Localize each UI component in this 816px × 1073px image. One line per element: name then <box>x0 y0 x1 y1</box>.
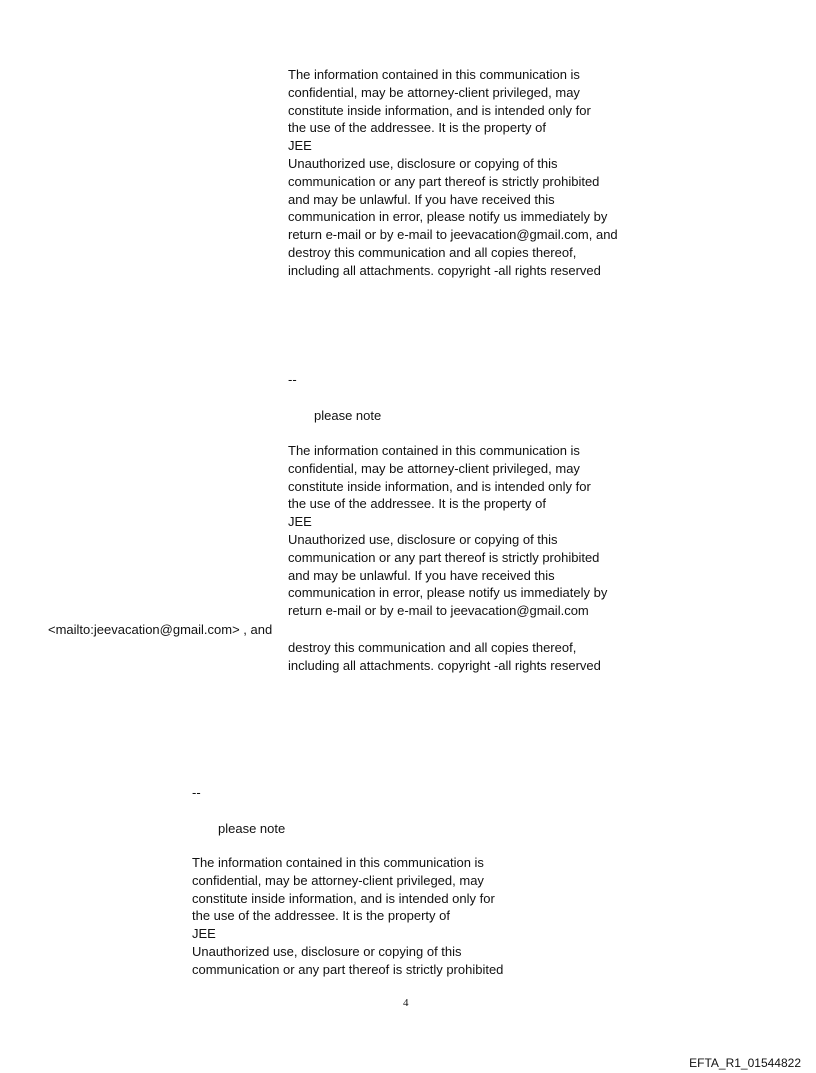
document-id: EFTA_R1_01544822 <box>689 1056 801 1070</box>
disclaimer-paragraph-1: The information contained in this communication is confidential, may be attorney-client privileged, may constitute inside information, and is intended only for the use of the addressee. It is the property of JEE Unauthorized use, disclosure or copying of this communication or any part thereof is strictly prohibited and may be unlawful. If you have received this communication in error, please notify us immediately by return e-mail or by e-mail to jeevacation@gmail.com, and destroy this communication and all copies thereof, including all attachments. copyright -all rights reserved <box>288 67 618 278</box>
please-note-2: please note <box>218 821 286 836</box>
separator-2: -- <box>192 785 201 800</box>
mailto-line: <mailto:jeevacation@gmail.com> , and <box>48 622 273 637</box>
disclaimer-paragraph-2-closing: destroy this communication and all copies thereof, including all attachments. copyright -all rights reserved <box>288 640 601 673</box>
separator-1: -- <box>288 372 297 387</box>
disclaimer-paragraph-2: The information contained in this communication is confidential, may be attorney-client privileged, may constitute inside information, and is intended only for the use of the addressee. It is the property of JEE Unauthorized use, disclosure or copying of this communication or any part thereof is strictly prohibited and may be unlawful. If you have received this communication in error, please notify us immediately by return e-mail or by e-mail to jeevacation@gmail.com <box>288 443 608 619</box>
page-number: 4 <box>403 997 409 1009</box>
disclaimer-paragraph-3: The information contained in this communication is confidential, may be attorney-client privileged, may constitute inside information, and is intended only for the use of the addressee. It is the property of JEE Unauthorized use, disclosure or copying of this communication or any part thereof is strictly prohibited <box>192 855 504 977</box>
please-note-1: please note <box>314 408 382 423</box>
